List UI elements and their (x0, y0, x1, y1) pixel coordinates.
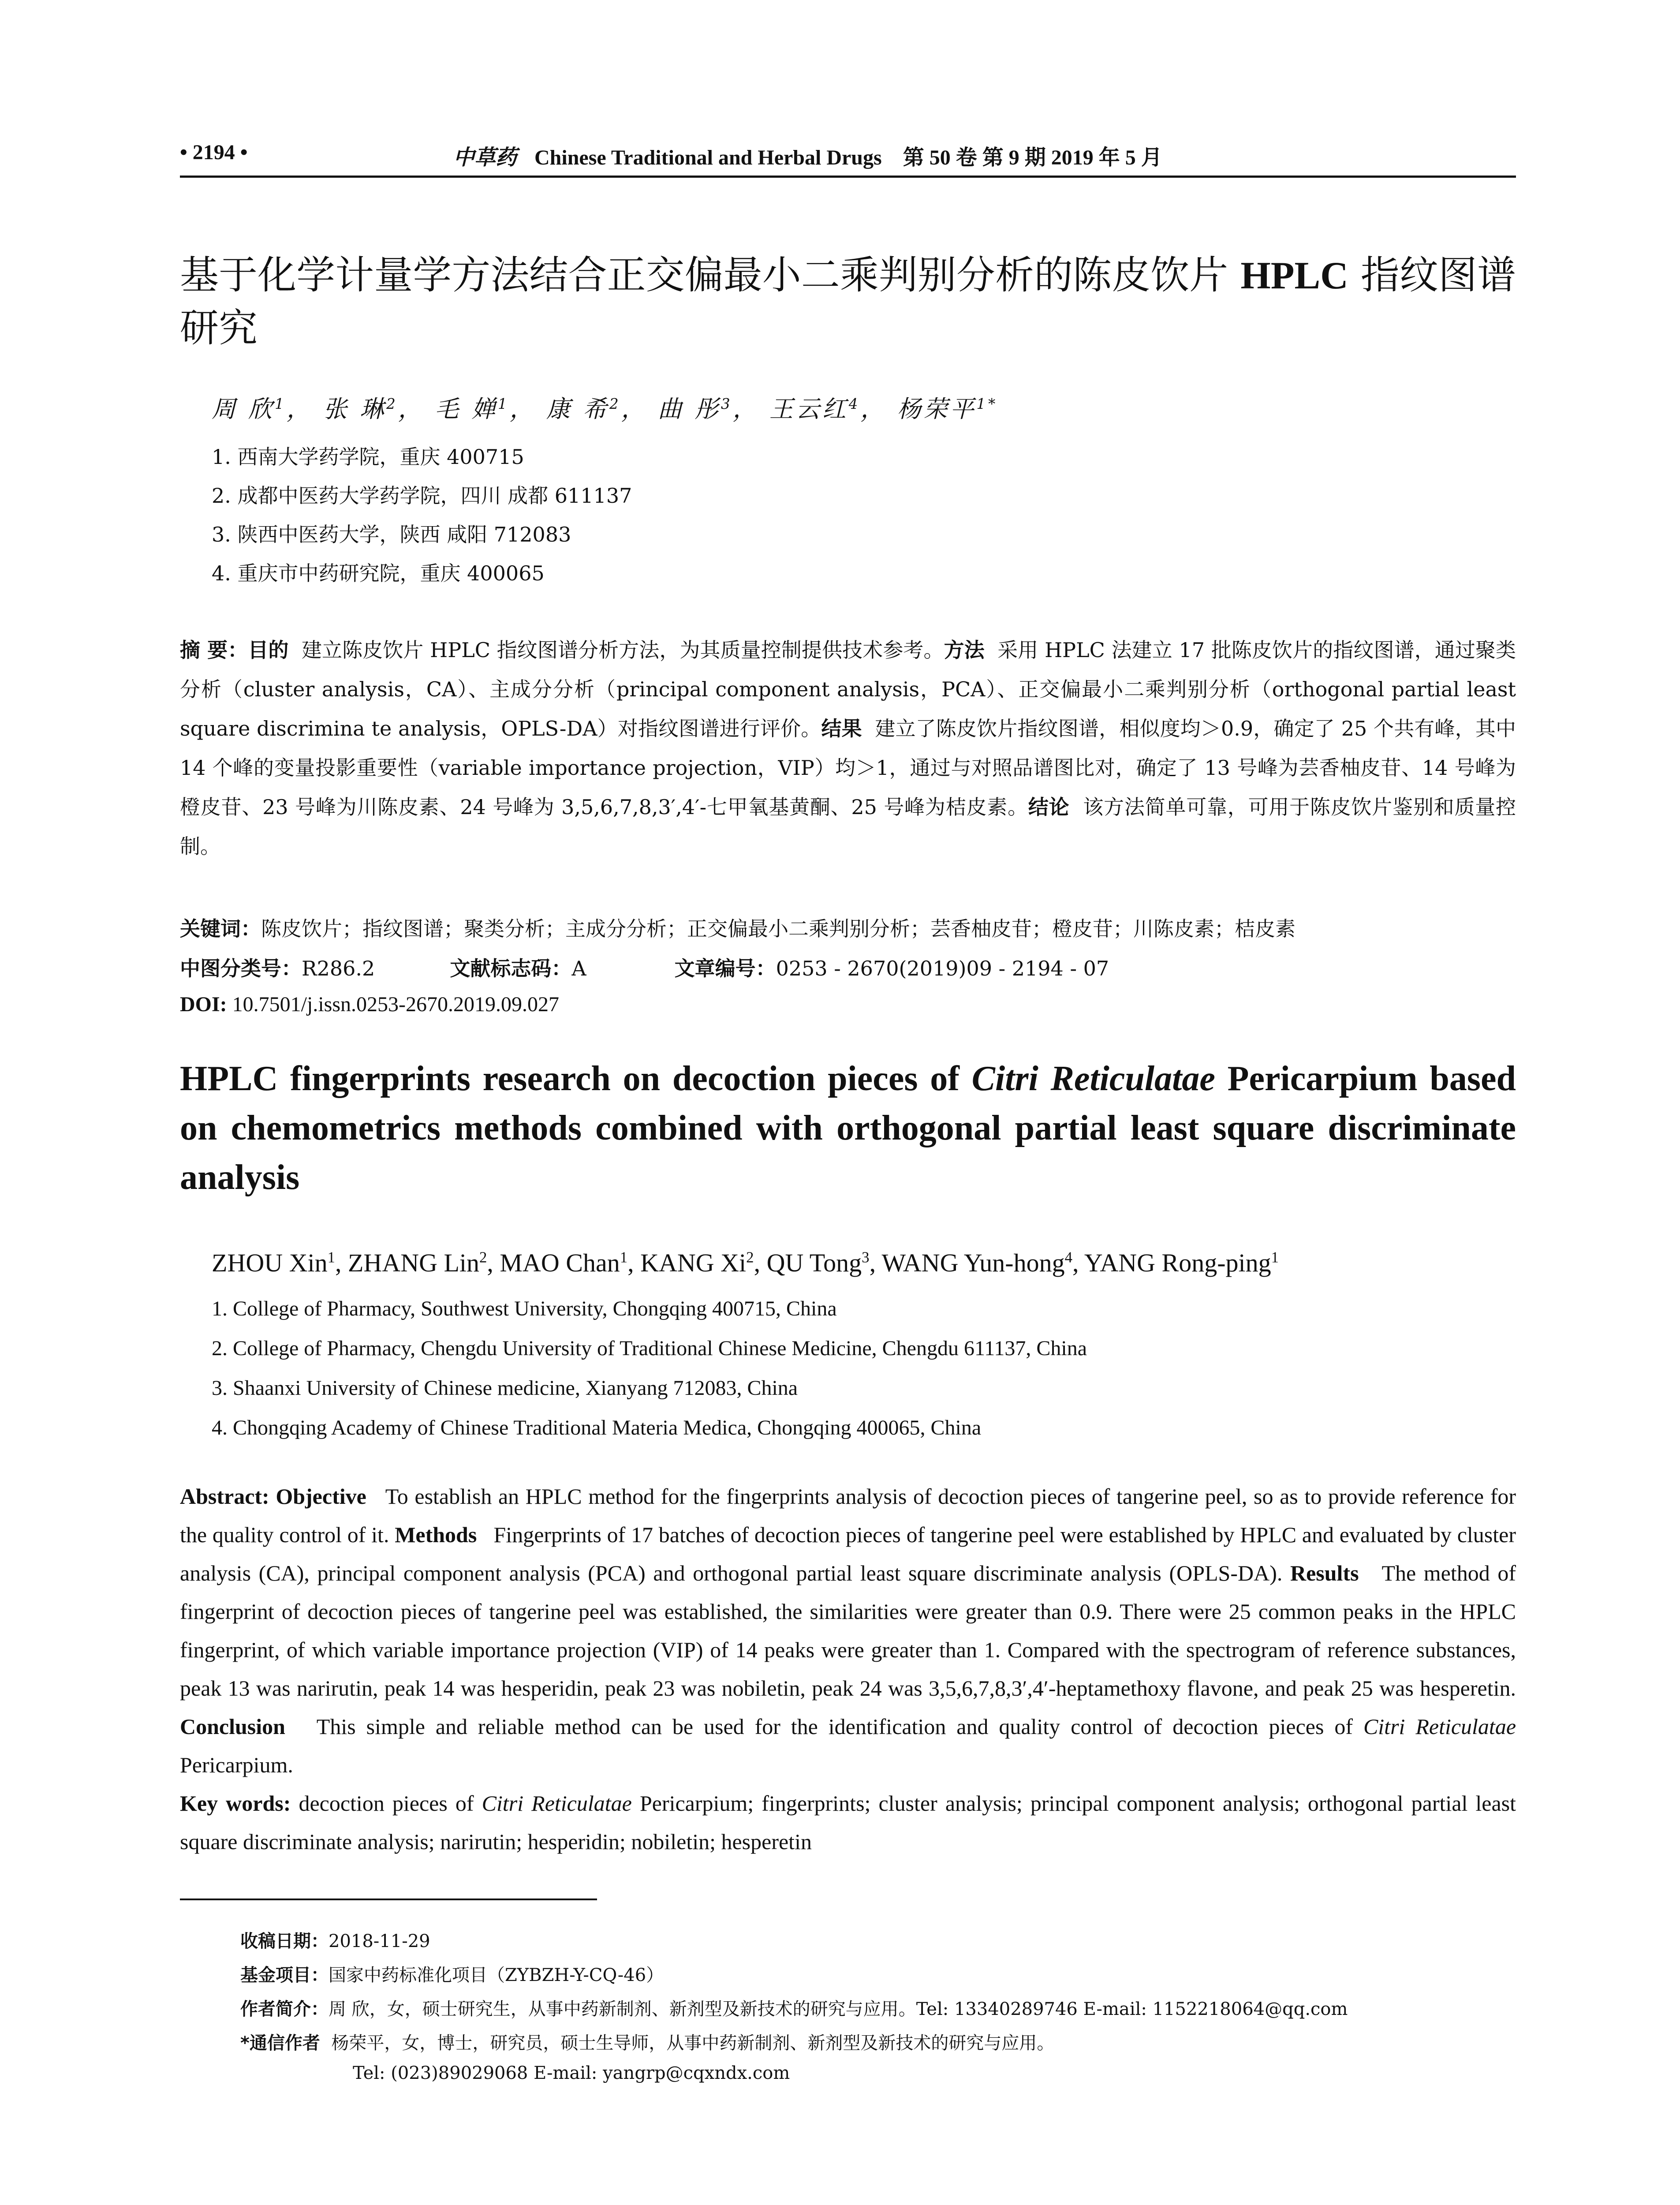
author-en: WANG Yun-hong$^4$ (881, 1248, 1073, 1277)
author-en: YANG Rong-ping$^1$ (1084, 1248, 1279, 1277)
cn-affiliation: 4. 重庆市中药研究院，重庆 400065 (212, 561, 545, 585)
cn-title: 基于化学计量学方法结合正交偏最小二乘判别分析的陈皮饮片 HPLC 指纹图谱研究 (180, 252, 1516, 351)
author-en: ZHANG Lin$^2$ (348, 1248, 487, 1277)
author-en: KANG Xi$^2$ (640, 1248, 754, 1277)
author-en: ZHOU Xin$^1$ (212, 1248, 335, 1277)
cn-affiliation: 1. 西南大学药学院，重庆 400715 (212, 445, 524, 469)
header-rule (180, 176, 1516, 178)
cn-abstract: 摘 要：目的 建立陈皮饮片 HPLC 指纹图谱分析方法，为其质量控制提供技术参考。方法 采用 HPLC 法建立 17 批陈皮饮片的指纹图谱，通过聚类分析（cluster analysis，CA）、主成分分析（principal component analysis，PCA）、正交偏最小二乘判别分析（orthogonal partial least square discrimina te analysis，OPLS-DA）对指纹图谱进行评价。结果 建立了陈皮饮片指纹图谱，相似度均＞0.9，确定了 25 个共有峰，其中 14 个峰的变量投影重要性（variable importance projection，VIP）均＞1，通过与对照品谱图比对，确定了 13 号峰为芸香柚皮苷、14 号峰为橙皮苷、23 号峰为川陈皮素、24 号峰为 3,5,6,7,8,3′,4′-七甲氧基黄酮、25 号峰为桔皮素。结论 该方法简单可靠，可用于陈皮饮片鉴别和质量控制。 (180, 638, 1516, 858)
page-number: • 2194 • (180, 141, 248, 164)
author-cn: 康 希$^2$ (546, 395, 621, 423)
cn-authors: 周 欣$^1$， 张 琳$^2$， 毛 婵$^1$， 康 希$^2$， 曲 彤$^3$， 王云红$^4$， 杨荣平$^{1*}$ (212, 395, 998, 423)
author-en: MAO Chan$^1$ (500, 1248, 628, 1277)
doi: DOI: 10.7501/j.issn.0253-2670.2019.09.027 (180, 993, 560, 1016)
en-authors: ZHOU Xin$^1$, ZHANG Lin$^2$, MAO Chan$^1$, KANG Xi$^2$, QU Tong$^3$, WANG Yun-hong$^4$, YANG Rong-ping$^1$ (212, 1248, 1279, 1277)
corresponding-contact: Tel: (023)89029068 E-mail: yangrp@cqxndx.com (353, 2063, 790, 2083)
en-title: HPLC fingerprints research on decoction pieces of Citri Reticulatae Pericarpium based on chemometrics methods combined with orthogonal partial least square discriminate analysis (180, 1059, 1516, 1197)
en-affiliation: 2. College of Pharmacy, Chengdu University of Traditional Chinese Medicine, Chengdu 611137, China (212, 1337, 1087, 1360)
en-affiliation: 3. Shaanxi University of Chinese medicine, Xianyang 712083, China (212, 1376, 798, 1400)
author-cn: 毛 婵$^1$ (434, 395, 510, 423)
cn-classification: 中图分类号：R286.2 文献标志码：A 文章编号：0253 - 2670(2019)09 - 2194 - 07 (180, 957, 1109, 980)
author-cn: 张 琳$^2$ (323, 395, 398, 423)
journal-issue: 第 50 卷 第 9 期 2019 年 5 月 (903, 146, 1162, 169)
received-date: 收稿日期：2018-11-29 (240, 1931, 430, 1951)
en-affiliation: 1. College of Pharmacy, Southwest University, Chongqing 400715, China (212, 1297, 837, 1320)
fund-info: 基金项目：国家中药标准化项目（ZYBZH-Y-CQ-46） (240, 1965, 664, 1985)
journal-name-cn: 中草药 (453, 145, 517, 170)
running-header (180, 140, 1516, 171)
author-en: QU Tong$^3$ (766, 1248, 870, 1277)
author-cn: 杨荣平$^{1*}$ (897, 395, 998, 423)
footnote-rule (180, 1899, 597, 1900)
cn-affiliation: 2. 成都中医药大学药学院，四川 成都 611137 (212, 484, 632, 508)
journal-name-en: Chinese Traditional and Herbal Drugs (534, 146, 882, 169)
cn-keywords: 关键词：陈皮饮片；指纹图谱；聚类分析；主成分分析；正交偏最小二乘判别分析；芸香柚皮苷；橙皮苷；川陈皮素；桔皮素 (180, 917, 1295, 941)
author-cn: 王云红$^4$ (769, 395, 861, 423)
en-keywords: Key words: decoction pieces of Citri Reticulatae Pericarpium; fingerprints; cluster analysis; principal component analysis; orthogonal partial least square discriminate analysis; narirutin; hesperidin; nobiletin; hesperetin (180, 1791, 1516, 1854)
corresponding-author: *通信作者 杨荣平，女，博士，研究员，硕士生导师，从事中药新制剂、新剂型及新技术的研究与应用。 (240, 2033, 1055, 2053)
en-abstract: Abstract: Objective To establish an HPLC method for the fingerprints analysis of decoction pieces of tangerine peel, so as to provide reference for the quality control of it. Methods Fingerprints of 17 batches of decoction pieces of tangerine peel were established by HPLC and evaluated by cluster analysis (CA), principal component analysis (PCA) and orthogonal partial least square discriminate analysis (OPLS-DA). Results The method of fingerprint of decoction pieces of tangerine peel was established, the similarities were greater than 0.9. There were 25 common peaks in the HPLC fingerprint, of which variable importance projection (VIP) of 14 peaks were greater than 1. Compared with the spectrogram of reference substances, peak 13 was narirutin, peak 14 was hesperidin, peak 23 was nobiletin, peak 24 was 3,5,6,7,8,3′,4′-heptamethoxy flavone, and peak 25 was hesperetin. Conclusion This simple and reliable method can be used for the identification and quality control of decoction pieces of Citri Reticulatae Pericarpium. Key words: decoction pieces of Citri Reticulatae Pericarpium; fingerprints; cluster analysis; principal component analysis; orthogonal partial least square discriminate analysis; narirutin; hesperidin; nobiletin; hesperetin (180, 1484, 1516, 1854)
journal-info (453, 140, 1162, 171)
author-bio: 作者简介：周 欣，女，硕士研究生，从事中药新制剂、新剂型及新技术的研究与应用。Tel: 13340289746 E-mail: 1152218064@qq.com (240, 1999, 1348, 2019)
en-affiliation: 4. Chongqing Academy of Chinese Traditional Materia Medica, Chongqing 400065, China (212, 1416, 982, 1439)
author-cn: 周 欣$^1$ (212, 395, 287, 423)
author-cn: 曲 彤$^3$ (657, 395, 733, 423)
cn-affiliation: 3. 陕西中医药大学，陕西 咸阳 712083 (212, 523, 571, 546)
